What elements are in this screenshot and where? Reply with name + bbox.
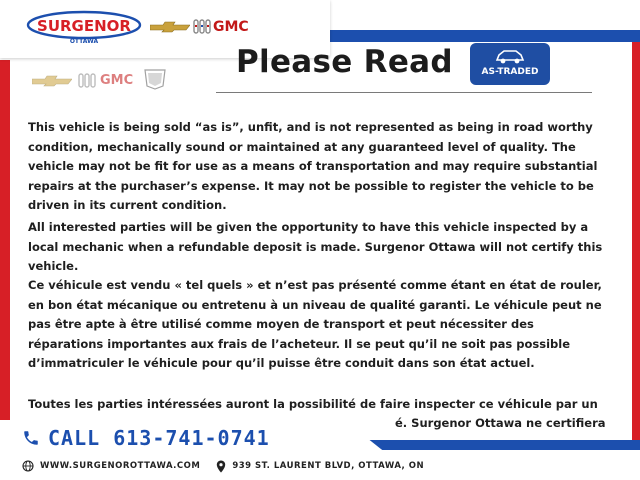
call-link[interactable] <box>22 427 270 449</box>
gmc-logo: GMC <box>213 19 249 35</box>
phone-icon <box>22 429 40 447</box>
dealer-city: OTTAWA <box>69 38 99 45</box>
dealer-name: SURGENOR <box>37 17 131 35</box>
as-traded-badge <box>470 43 550 85</box>
title-divider <box>216 92 592 93</box>
buick-shield-icon <box>193 18 211 36</box>
contact-row <box>22 459 424 473</box>
website-link[interactable]: WWW.SURGENOROTTAWA.COM <box>40 461 201 471</box>
buick-shield-icon <box>78 72 96 90</box>
disclaimer-paragraph-fr-2: Toutes les parties intéressées auront la possibilité de faire inspecter ce véhicule par un <box>28 397 598 411</box>
disclaimer-paragraph-en-1: This vehicle is being sold “as is”, unfit, and is not represented as being in road worthy condition, mechanically sound or maintained at any guaranteed level of quality. The vehicle may not be fit for use as a means of transportation and may require substantial repairs at the purchaser’s expense. It may not be possible to register the vehicle to be driven in its current condition. <box>28 120 598 212</box>
gmc-logo: GMC <box>100 73 134 88</box>
location-pin-icon <box>216 460 226 473</box>
address-text: 939 ST. LAURENT BLVD, OTTAWA, ON <box>232 461 425 471</box>
disclaimer-paragraph-en-2: All interested parties will be given the opportunity to have this vehicle inspected by a local mechanic when a refundable deposit is made. Surgenor Ottawa will not certify this vehicle. <box>28 220 603 273</box>
left-red-border <box>0 60 10 440</box>
phone-number: CALL 613-741-0741 <box>48 426 270 450</box>
disclaimer-paragraph-fr-2-tail: é. Surgenor Ottawa ne certifiera <box>395 416 606 430</box>
chevrolet-bowtie-icon <box>150 21 190 33</box>
cadillac-crest-icon <box>142 68 168 90</box>
top-blue-stripe <box>310 30 640 42</box>
page-title: Please Read <box>236 44 453 80</box>
globe-icon <box>22 460 34 472</box>
chevrolet-bowtie-icon <box>32 75 72 87</box>
badge-label: AS-TRADED <box>481 67 539 77</box>
disclaimer-paragraph-fr-1: Ce véhicule est vendu « tel quels » et n’est pas présenté comme étant en état de rouler, en bon état mécanique ou entretenu à un niveau de qualité garanti. Le véhicule peut ne pas être apte à être utilisé comme moyen de transport et peut nécessiter des réparations importantes aux frais de l’acheteur. Il se peut qu’il ne soit pas possible d’immatriculer le véhicule pour qu’il puisse être conduit dans son état actuel. <box>28 278 602 370</box>
faded-brand-logos <box>22 60 222 94</box>
surgenor-logo <box>26 10 142 46</box>
car-icon <box>494 46 526 66</box>
right-red-border <box>632 42 640 440</box>
